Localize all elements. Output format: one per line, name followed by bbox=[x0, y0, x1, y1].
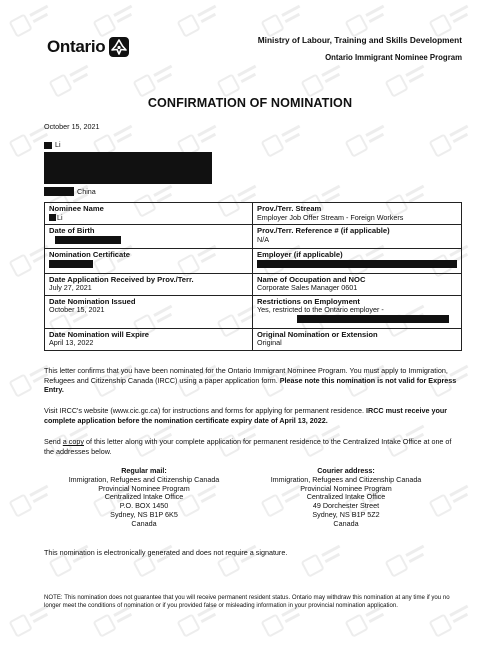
address-line: Canada bbox=[333, 518, 359, 528]
ontario-logo bbox=[47, 37, 129, 57]
redaction-block bbox=[297, 315, 449, 323]
table-row bbox=[45, 328, 462, 350]
address-line: Sydney, NS B1P 5Z2 bbox=[312, 509, 380, 519]
cell-label: Date of Birth bbox=[49, 226, 95, 236]
watermark-mark bbox=[176, 0, 229, 47]
table-row bbox=[45, 249, 462, 273]
cell-value bbox=[257, 260, 457, 271]
cell-value: Employer Job Offer Stream - Foreign Workers bbox=[257, 212, 404, 222]
ministry-name: Ministry of Labour, Training and Skills Development bbox=[257, 35, 462, 45]
table-row bbox=[45, 273, 462, 295]
table-row bbox=[45, 203, 462, 225]
paragraph-ircc-instructions bbox=[44, 406, 462, 425]
paragraph-text: Visit IRCC's website (www.cic.gc.ca) for instructions and forms for applying for permanent residence. bbox=[44, 406, 365, 415]
watermark-mark bbox=[344, 119, 397, 166]
cell-label: Date Nomination will Expire bbox=[49, 329, 150, 339]
paragraph-nomination-confirm bbox=[44, 366, 462, 395]
table-row bbox=[45, 225, 462, 249]
paragraph-bold-text: Please note this nomination is not valid for Express Entry. bbox=[44, 375, 457, 395]
electronic-signature-note: This nomination is electronically generated and does not require a signature. bbox=[44, 548, 288, 557]
cell-label: Name of Occupation and NOC bbox=[257, 274, 366, 284]
redaction-block bbox=[44, 152, 212, 184]
table-cell bbox=[253, 225, 462, 249]
redaction-block bbox=[55, 236, 121, 244]
recipient-name: Li bbox=[55, 140, 61, 150]
cell-label: Date Nomination Issued bbox=[49, 296, 136, 306]
cell-value bbox=[49, 260, 248, 271]
address-line: 49 Dorchester Street bbox=[312, 501, 380, 511]
address-heading: Courier address: bbox=[317, 466, 375, 475]
address-line: Centralized Intake Office bbox=[306, 492, 386, 502]
cell-value: N/A bbox=[257, 234, 269, 244]
redaction-block bbox=[49, 260, 93, 268]
cell-value bbox=[257, 315, 457, 326]
cell-value bbox=[49, 214, 248, 223]
address-line: P.O. BOX 1450 bbox=[119, 501, 169, 511]
cell-value: Corporate Sales Manager 0601 bbox=[257, 283, 358, 293]
paragraph-send-copy bbox=[44, 437, 462, 456]
paragraph-text: of this letter along with your complete application for permanent residence to the Centralized Intake Office at one of the addresses below. bbox=[44, 437, 452, 456]
recipient-country: China bbox=[77, 186, 96, 196]
cell-value: July 27, 2021 bbox=[49, 283, 92, 293]
table-cell bbox=[45, 273, 253, 295]
table-cell bbox=[253, 328, 462, 350]
address-line: Immigration, Refugees and Citizenship Canada bbox=[68, 474, 220, 484]
footnote: NOTE: This nomination does not guarantee that you will receive permanent resident status. Ontario may withdraw this nomination at any time if you no longer meet the conditions of nomination or if you provided false or misleading information in your provincial nomination application. bbox=[44, 594, 450, 609]
cell-value: Yes, restricted to the Ontario employer - bbox=[257, 305, 384, 315]
table-row bbox=[45, 295, 462, 328]
redaction-block bbox=[44, 142, 52, 149]
nomination-table bbox=[44, 202, 462, 351]
trillium-icon bbox=[109, 37, 129, 57]
watermark-mark bbox=[260, 119, 313, 166]
table-cell bbox=[45, 225, 253, 249]
table-cell bbox=[45, 249, 253, 273]
paragraph-text: This letter confirms that you have been nominated for the Ontario Immigrant Nominee Program. You must apply to Immigration, Refugees and Citizenship Canada (IRCC) using a paper application form. bbox=[44, 366, 448, 385]
cell-label: Nomination Certificate bbox=[49, 250, 131, 260]
cell-value: October 15, 2021 bbox=[49, 305, 105, 315]
table-cell bbox=[253, 249, 462, 273]
letter-date: October 15, 2021 bbox=[44, 122, 100, 131]
cell-value: April 13, 2022 bbox=[49, 338, 94, 348]
cell-label: Prov./Terr. Reference # (if applicable) bbox=[257, 226, 390, 236]
watermark-mark bbox=[428, 119, 481, 166]
cell-label: Employer (if applicable) bbox=[257, 250, 343, 260]
table-cell bbox=[253, 203, 462, 225]
paragraph-bold-text: IRCC must receive your complete application before the nomination certificate expiry date of April 13, 2022. bbox=[44, 406, 448, 425]
courier-address bbox=[246, 467, 446, 529]
watermark-mark bbox=[132, 539, 185, 586]
address-line: Sydney, NS B1P 6K5 bbox=[110, 509, 178, 519]
table-cell bbox=[253, 295, 462, 328]
address-line: Canada bbox=[131, 518, 157, 528]
table-cell bbox=[45, 328, 253, 350]
address-line: Provincial Nominee Program bbox=[300, 483, 392, 493]
cell-label: Prov./Terr. Stream bbox=[257, 204, 322, 213]
table-cell bbox=[45, 295, 253, 328]
nominee-name-value: Li bbox=[57, 212, 63, 222]
program-name: Ontario Immigrant Nominee Program bbox=[325, 53, 462, 62]
recipient-address bbox=[44, 140, 212, 197]
paragraph-text: Send bbox=[44, 437, 61, 446]
address-line: Centralized Intake Office bbox=[104, 492, 184, 502]
logo-wordmark: Ontario bbox=[47, 37, 106, 56]
cell-label: Restrictions on Employment bbox=[257, 296, 360, 306]
page-title: CONFIRMATION OF NOMINATION bbox=[147, 96, 353, 110]
cell-value: Original bbox=[257, 338, 282, 348]
cell-label: Nominee Name bbox=[49, 204, 104, 213]
cell-label: Date Application Received by Prov./Terr. bbox=[49, 274, 194, 284]
watermark-mark bbox=[48, 539, 101, 586]
redaction-block bbox=[49, 214, 56, 221]
watermark-mark bbox=[300, 539, 353, 586]
watermark-mark bbox=[384, 539, 437, 586]
watermark-mark bbox=[216, 539, 269, 586]
table-cell bbox=[253, 273, 462, 295]
redaction-block bbox=[44, 187, 74, 196]
cell-value bbox=[49, 236, 248, 247]
table-cell bbox=[45, 203, 253, 225]
address-line: Provincial Nominee Program bbox=[98, 483, 190, 493]
address-line: Immigration, Refugees and Citizenship Canada bbox=[270, 474, 422, 484]
ministry-block bbox=[258, 34, 462, 64]
regular-mail-address bbox=[44, 467, 244, 529]
redaction-block bbox=[257, 260, 457, 268]
paragraph-underlined-text: a copy bbox=[62, 437, 84, 446]
cell-label: Original Nomination or Extension bbox=[257, 329, 378, 339]
address-heading: Regular mail: bbox=[121, 466, 167, 475]
